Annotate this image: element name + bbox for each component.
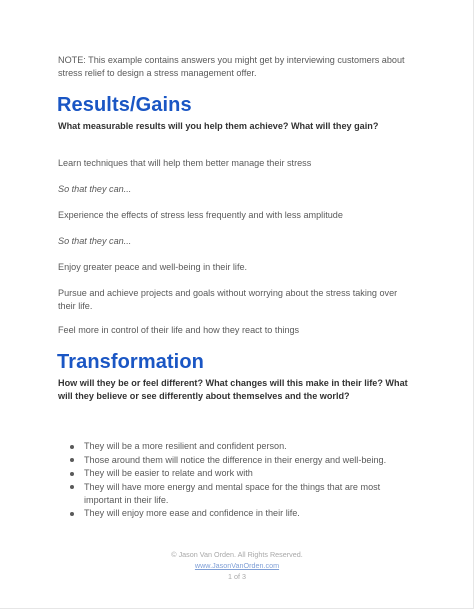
list-item-text: They will be a more resilient and confident person. [84, 441, 287, 451]
results-answer: Learn techniques that will help them better manage their stress [58, 158, 312, 168]
results-answer: Feel more in control of their life and how they react to things [58, 325, 300, 335]
list-item-text: They will have more energy and mental space for the things that are most important in their life. [84, 481, 381, 505]
footer-page-number: 1 of 3 [228, 572, 246, 581]
transformation-heading: Transformation [57, 351, 204, 373]
results-question: What measurable results will you help them achieve? What will they gain? [58, 121, 379, 131]
list-item-text: Those around them will notice the difference in their energy and well-being. [84, 454, 387, 465]
results-answer: Pursue and achieve projects and goals without worrying about the stress taking over their life. [58, 288, 398, 311]
results-answer: Experience the effects of stress less frequently and with less amplitude [58, 210, 343, 220]
bullet-icon [70, 472, 74, 476]
note-text: NOTE: This example contains answers you might get by interviewing customers about stress relief to design a stress management offer. [58, 55, 405, 78]
bullet-icon [70, 485, 74, 489]
list-item [58, 481, 418, 507]
results-answer: So that they can... [58, 236, 132, 246]
footer-link-row [0, 561, 474, 570]
list-item [58, 454, 418, 467]
bullet-icon [70, 512, 74, 516]
list-item-text: They will be easier to relate and work with [84, 468, 253, 479]
results-answer: Enjoy greater peace and well-being in their life. [58, 262, 248, 272]
bullet-icon [70, 445, 74, 449]
list-item-text: They will enjoy more ease and confidence in their life. [84, 508, 300, 519]
list-item [58, 467, 418, 480]
bullet-icon [70, 458, 74, 462]
footer-copyright: © Jason Van Orden. All Rights Reserved. [171, 550, 303, 559]
footer-website-link[interactable]: www.JasonVanOrden.com [194, 561, 280, 570]
transformation-question: How will they be or feel different? What changes will this make in their life? What will they believe or see differently about themselves and the world? [58, 378, 408, 401]
results-answer: So that they can... [58, 184, 132, 194]
list-item [58, 507, 418, 520]
list-item [58, 440, 418, 453]
transformation-bullet-list [58, 440, 418, 521]
results-heading: Results/Gains [57, 94, 192, 116]
